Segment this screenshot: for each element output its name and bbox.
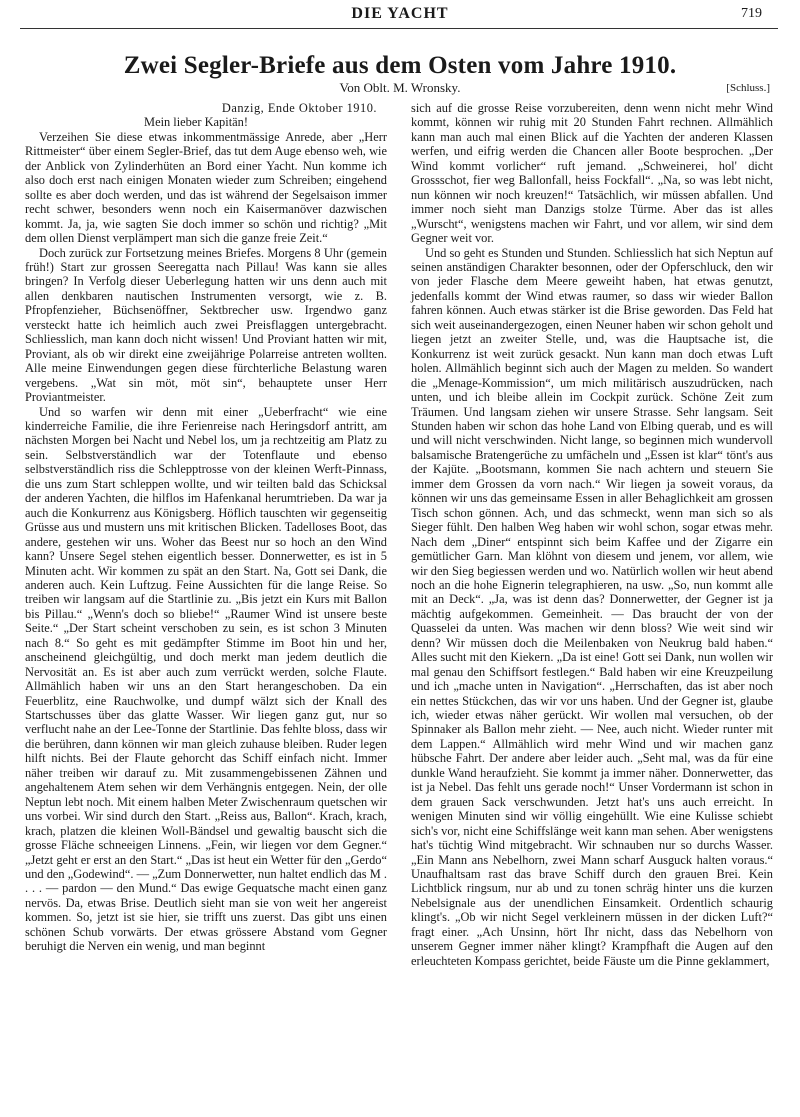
page-number: 719: [741, 6, 762, 21]
salutation: Mein lieber Kapitän!: [144, 115, 248, 130]
right-column: [411, 101, 773, 968]
running-title: DIE YACHT: [351, 5, 449, 22]
paragraph: Und so geht es Stunden und Stunden. Schliesslich hat sich Neptun auf seinen anständigen Charakter besonnen, oder der Opferschluck, den wir von jeder Flasche dem Meere geweiht haben, hat etwas genutzt, jedenfalls kommt der Wind etwas raumer, so dass wir wieder Ballon fahren können. Auch etwas stärker ist die Brise geworden. Das Feld hat sich weit auseinandergezogen, einen Neuner haben wir schon geholt und liegen jetzt an zweiter Stelle, und, was die Hauptsache ist, die Konkurrenz ist weit zurück gesackt. Nun kann man doch etwas Luft holen. Allmählich beginnt sich auch der Magen zu melden. So wandert die „Menage-Kommission“, um mich militärisch auszudrücken, nach unten, und ich bleibe allein im Cockpit zurück. Schöne Zeit zum Träumen. Und langsam ziehen wir unsere Strasse. Sehr langsam. Seit Stunden haben wir schon das hohe Land von Elbing querab, und es will und will nicht verschwinden. Nicht lange, so beginnen mich wundervoll balsamische Bratengerüche zu umfächeln und „Essen ist klar“ tönt's aus der Kajüte. „Bootsmann, kommen Sie nach achtern und steuern Sie immer dem Grossen da vorn nach.“ Wir liegen ja soweit voraus, da können wir uns das gemeinsame Essen in aller Behaglichkeit am grossen Tisch schon gönnen. Ach, und das schmeckt, wenn man sich so als Sieger fühlt. Den halben Weg haben wir wohl schon, sogar etwas mehr. Nach dem „Diner“ entspinnt sich beim Kaffee und der Zigarre ein gemütlicher Garn. Man klöhnt von diesem und jenem, vor allem, wie wir den Sieg begiessen werden und wo. Natürlich wollen wir heut abend noch an die hohe Eignerin telegraphieren, na usw. „So, nun kommt alle mit an Deck“. „Ja, was ist denn das? Donnerwetter, der Gegner ist ja mächtig aufgekommen. Gemeinheit. — Das braucht der von der Quasselei da unten. Was machen wir denn bloss? Wie weit sind wir denn? Wir müssen doch die Meilenbaken von Neukrug bald haben.“ Alles sucht mit den Kiekern. „Da ist eine! Gott sei Dank, nun wollen wir mal genau den Schiffsort festlegen.“ Bald haben wir eine Kreuzpeilung und ich „mache unten in Navigation“. „Herrschaften, das ist aber noch ein nettes Stückchen, das wir vor uns haben. Und der Gegner ist, glaube ich, wieder etwas näher gerückt. Wir wollen mal versuchen, ob der Spinnaker als Ballon mehr zieht. — Nee, auch nicht. Wieder runter mit dem Lappen.“ Allmählich wird mehr Wind und wir machen ganz hübsche Fahrt. Der andere aber leider auch. „Seht mal, was da für eine dunkle Wand heraufzieht. Sie kommt ja immer näher. Donnerwetter, das ist ja Nebel. Das fehlt uns gerade noch!“ Unser Vordermann ist schon in dem grauen Sack verschwunden. Jetzt hat's uns auch erreicht. In wenigen Minuten sind wir völlig eingehüllt. Wie eine Kulisse schiebt sich's vor, nicht eine Schiffslänge weit kann man sehen. Aber wenigstens hat's tüchtig Wind mitgebracht. Wir schnauben nur so durchs Wasser. „Ein Mann ans Nebelhorn, zwei Mann scharf Ausguck halten voraus.“ Unaufhaltsam rast das brave Schiff durch den grauen Brei. Kein Lichtblick ringsum, nur ab und zu tonen schräg hinter uns die kurzen Nebelsignale aus der unendlichen Einsamkeit. Ordentlich schaurig klingt's. „Ob wir nicht Segel verkleinern müssen in der dicken Luft?“ fragt einer. „Ach Unsinn, hört Ihr nicht, dass das Nebelhorn von unserem Gegner immer näher klingt? Krampfhaft die Augen auf den erleuchteten Kompass gerichtet, beide Fäuste um die Pinne geklammert,: [411, 245, 773, 968]
byline: Von Oblt. M. Wronsky.: [339, 80, 461, 95]
dateline: Danzig, Ende Oktober 1910.: [221, 101, 377, 115]
article-title: Zwei Segler-Briefe aus dem Osten vom Jahre 1910.: [123, 52, 677, 79]
header-rule: [20, 28, 778, 29]
paragraph: Doch zurück zur Fortsetzung meines Briefes. Morgens 8 Uhr (gemein früh!) Start zur grossen Seeregatta nach Pillau! Was kann sie alles bringen? In Verfolg dieser Ueberlegung hatten wir uns denn auch mit allen denkbaren nautischen Instrumenten versorgt, wie z. B. Pfropfenzieher, Büchsenöffner, Sektbrecher usw. Irgendwo ganz versteckt hatte ich heimlich auch zwei Preisflaggen untergebracht. Schliesslich, man kann doch nicht wissen! Und Proviant hatten wir mit, Proviant, als ob wir direkt eine zweijährige Polarreise antreten wollten. Alle meine Einwendungen gegen diese fürchterliche Belastung waren vergebens. „Wat sin möt, möt sin“, behauptete unser Herr Proviantmeister.: [25, 245, 387, 405]
page-header: [20, 5, 780, 27]
conclusion-tag: [Schluss.]: [726, 82, 770, 94]
paragraph-continued: sich auf die grosse Reise vorzubereiten, denn wenn nicht mehr Wind kommt, können wir ruhig mit 20 Stunden Fahrt rechnen. Allmählich kann man auch mal einen Blick auf die Yachten der anderen Klassen werfen, und eifrig werden die Chancen aller Boote besprochen. „Der Wind kommt vorlicher“ ruft jemand. „Schweinerei, hol' dicht Grossschot, fier weg Ballonfall, heiss Fockfall“. „Na, so was lebt nicht, nun können wir noch kreuzen!“ Tatsächlich, wir müssen abfallen. Und immer noch sieht man Danzigs stolze Türme. Aber das ist alles „Wurscht“, wenigstens machen wir Fahrt, und vor allem, wir sind dem Gegner weit vor.: [411, 101, 773, 246]
paragraph: Und so warfen wir denn mit einer „Ueberfracht“ wie eine kinderreiche Familie, die ihre Ferienreise nach Heringsdorf antritt, am nächsten Morgen bei Nacht und Nebel los, um ja rechtzeitig am Platz zu sein. Selbstverständlich war der Totenflaute und ebenso selbstverständlich riss die Schlepptrosse von der kleinen Werft-Pinnass, die uns zum Start schleppen wollte, und wir teilten bald das Schicksal der anderen Yachten, die hilflos im Hafenkanal herumtrieben. Da war ja auch die Konkurrenz aus Königsberg. Höflich tauschten wir gegenseitig Grüsse aus und mustern uns mit kritischen Blicken. Tadelloses Boot, das andere, gestehen wir uns. Woher das Beest nur so hoch an den Wind kann? Unsere Segel stehen eigentlich besser. Donnerwetter, es ist in 5 Minuten acht. Wir kommen zu spät an den Start. Na, Gott sei Dank, die anderen auch. Kein Luftzug. Feine Aussichten für die lange Reise. So treiben wir langsam auf die Startlinie zu. „Bis jetzt ein Kurs mit Ballon bis Pillau.“ „Wenn's doch so bliebe!“ „Raumer Wind ist unsere beste Seite.“ „Der Start scheint verschoben zu sein, es ist schon 3 Minuten nach 8.“ So geht es mit gedämpfter Stimme im Boot hin und her, anscheinend gleichgültig, und doch merkt man jedem deutlich die Nervosität an. Es ist aber auch zum verrückt werden, solche Flaute. Allmählich haben wir uns an den Start herangeschoben. Da ein Feuerblitz, eine Rauchwolke, und dumpf wälzt sich der Knall des Startschusses über das glatte Wasser. Wir liegen ganz gut, nur so verflucht nahe an der Lee-Tonne der Startlinie. Das fehlte bloss, dass wir die berühren, dann können wir man gleich zuhause bleiben. Ruder legen hilft nichts. Bei der Flaute gehorcht das Schiff einfach nicht. Immer näher treiben wir darauf zu. Mit zusammengebissenen Zähnen und angehaltenem Atem sehen wir dem Verhängnis entgegen. Nein, der olle Neptun lebt noch. Mit einem halben Meter Zwischenraum quetschen wir uns vorbei. Wir sind durch den Start. „Reiss aus, Ballon“. Krach, krach, krach, platzen die kleinen Woll-Bändsel und gewaltig bauscht sich die grosse Fläche schneeigen Linnens. „Fein, wir liegen vor dem Gegner.“ „Jetzt geht er erst an den Start.“ „Das ist heut ein Wetter für den „Gerdo“ und den „Godewind“. — „Zum Donnerwetter, nun haltet endlich das M . . . . — pardon — den Mund.“ Das ewige Gequatsche macht einen ganz nervös. Da, etwas Brise. Deutlich sieht man sie von weit her angereist kommen. So, jetzt ist sie hier, sie trifft uns zuerst. Das gibt uns einen schönen Schub vorwärts. Der etwas grössere Abstand vom Gegner beruhigt die Nerven ein wenig, und man beginnt: [25, 404, 387, 954]
paragraph: Verzeihen Sie diese etwas inkommentmässige Anrede, aber „Herr Rittmeister“ über einem Segler-Brief, das tut dem Auge ebenso weh, wie der Anblick von Zylinderhüten an Bord einer Yacht. Nun komme ich also doch erst nach einigen Monaten wieder zum Schreiben; eingehend sollte es aber doch werden, und das ist während der Segelsaison immer recht schwer, besonders wenn noch ein Kaisermanöver dazwischen kommt. Ja, ja, wie sagten Sie doch immer so schön und richtig? „Mit dem ollen Dienst verplämpert man sich die ganze freie Zeit.“: [25, 129, 387, 246]
left-column: [25, 101, 387, 954]
